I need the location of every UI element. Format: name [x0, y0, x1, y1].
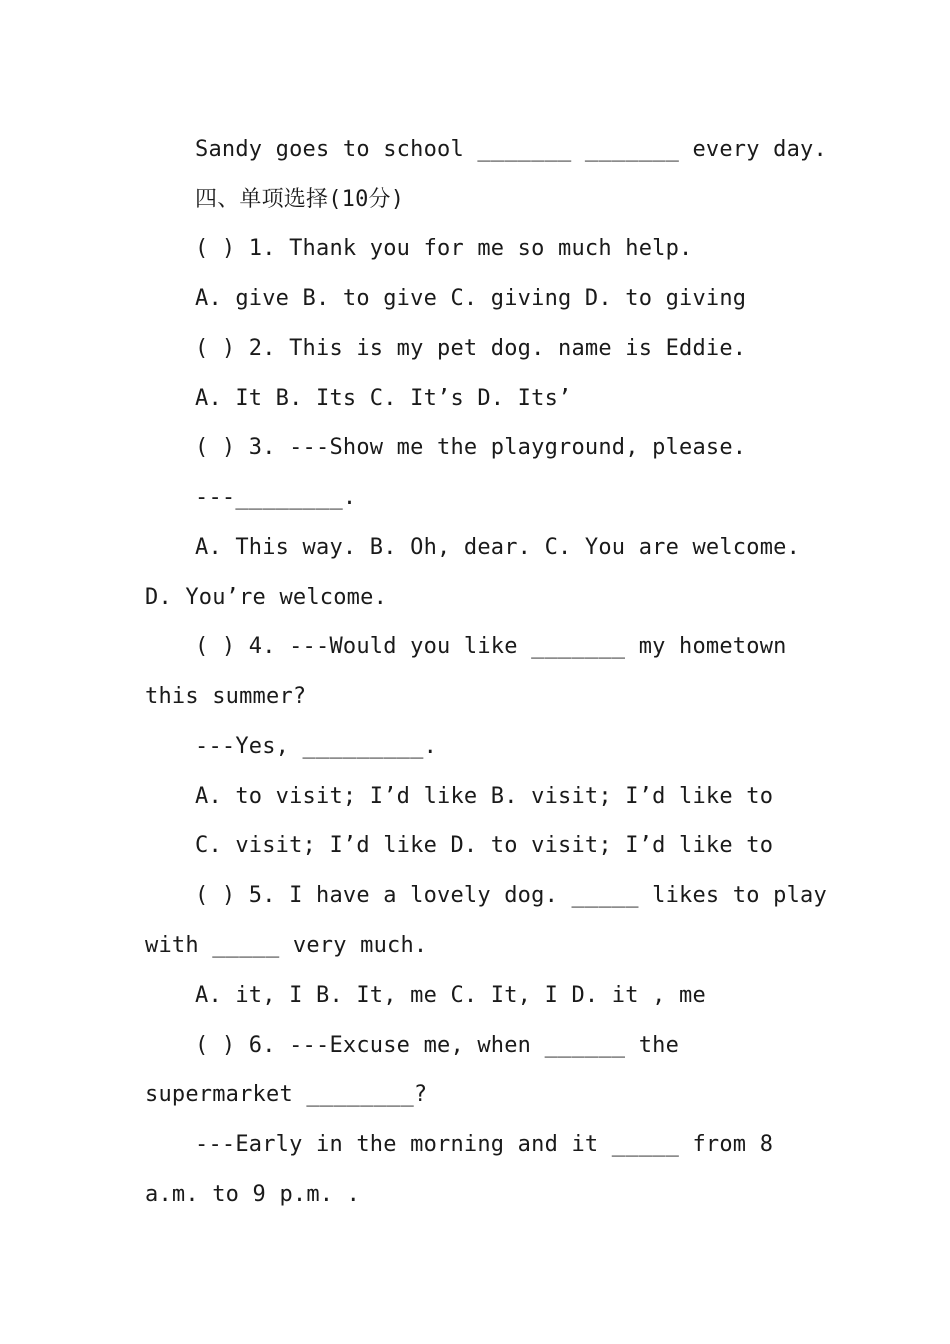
section-heading-single-choice: 四、单项选择(10分) [195, 187, 405, 212]
text-line-sandy-sentence: Sandy goes to school _______ _______ every day. [195, 137, 827, 162]
question-3: ( ) 3. ---Show me the playground, please. [195, 435, 747, 460]
question-6: ( ) 6. ---Excuse me, when ______ the [195, 1033, 680, 1058]
question-6-continued: supermarket ________? [145, 1082, 428, 1107]
question-4-continued: this summer? [145, 684, 307, 709]
question-5-options: A. it, I B. It, me C. It, I D. it , me [195, 983, 706, 1008]
question-4-options-ab: A. to visit; I’d like B. visit; I’d like to [195, 784, 774, 809]
question-1-options: A. give B. to give C. giving D. to giving [195, 286, 747, 311]
question-6-answer-continued: a.m. to 9 p.m. . [145, 1182, 361, 1207]
question-3-options: A. This way. B. Oh, dear. C. You are welcome. [195, 535, 801, 560]
question-4-options-cd: C. visit; I’d like D. to visit; I’d like to [195, 833, 774, 858]
question-2-options: A. It B. Its C. It’s D. Its’ [195, 386, 572, 411]
question-3-answer-blank: ---________. [195, 485, 357, 510]
question-3-options-continued: D. You’re welcome. [145, 585, 388, 610]
question-1: ( ) 1. Thank you for me so much help. [195, 236, 693, 261]
question-4: ( ) 4. ---Would you like _______ my hometown [195, 634, 787, 659]
question-4-answer-blank: ---Yes, _________. [195, 734, 438, 759]
question-6-answer: ---Early in the morning and it _____ from 8 [195, 1132, 774, 1157]
question-5-continued: with _____ very much. [145, 933, 428, 958]
question-5: ( ) 5. I have a lovely dog. _____ likes to play [195, 883, 827, 908]
question-2: ( ) 2. This is my pet dog. name is Eddie. [195, 336, 747, 361]
